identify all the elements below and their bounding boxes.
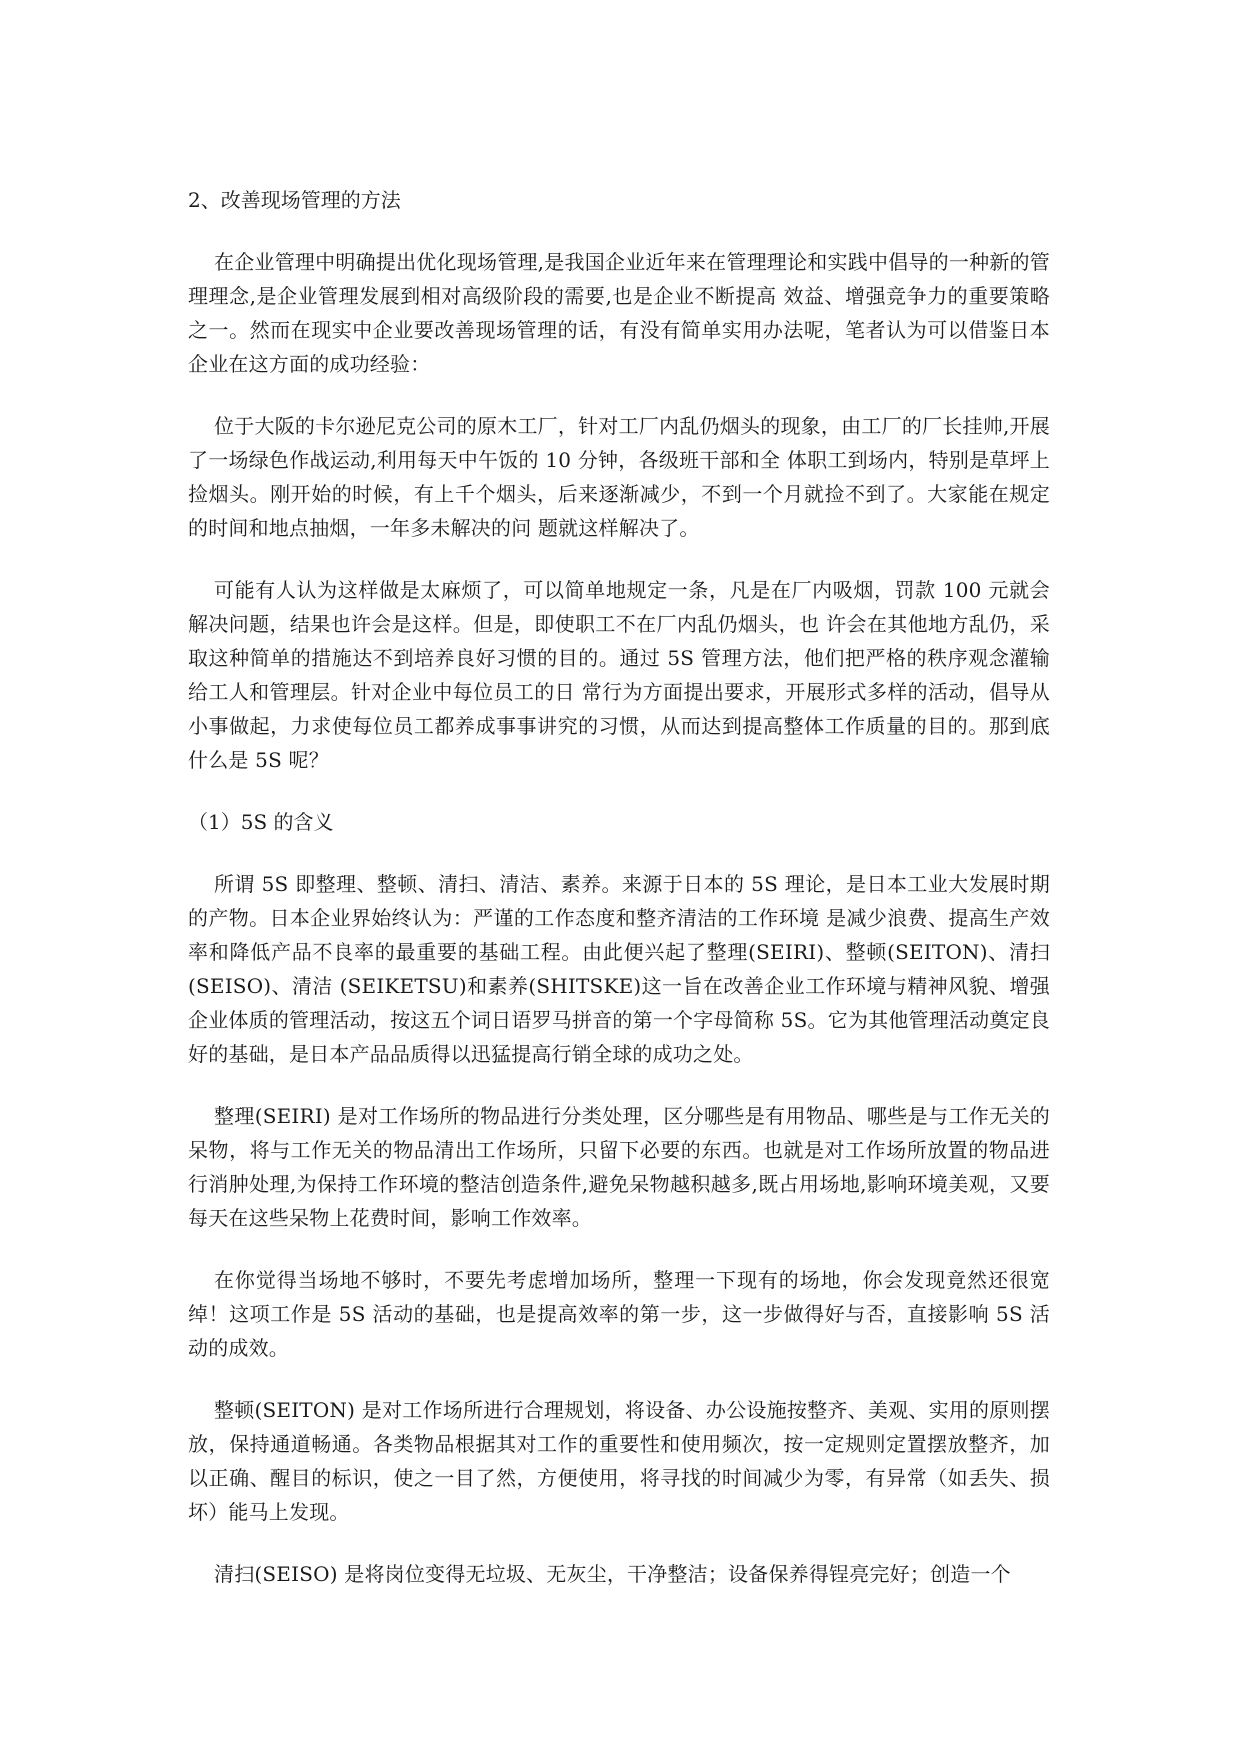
paragraph: 所谓 5S 即整理、整顿、清扫、清洁、素养。来源于日本的 5S 理论，是日本工业大发展时期的产物。日本企业界始终认为：严谨的工作态度和整齐清洁的工作环境 是减少浪费、提高生产效率和降低产品不良率的最重要的基础工程。由此便兴起了整理(SEIRI)、整顿(SEITON)、清扫(SEISO)、清洁 (SEIKETSU)和素养(SHITSKE)这一旨在改善企业工作环境与精神风貌、增强企业体质的管理活动，按这五个词日语罗马拼音的第一个字母简称 5S。它为其他管理活动奠定良好的基础，是日本产品品质得以迅猛提高行销全球的成功之处。 — [188, 872, 1050, 1066]
paragraph: 整理(SEIRI) 是对工作场所的物品进行分类处理，区分哪些是有用物品、哪些是与工作无关的呆物，将与工作无关的物品清出工作场所，只留下必要的东西。也就是对工作场所放置的物品进行消肿处理,为保持工作环境的整洁创造条件,避免呆物越积越多,既占用场地,影响环境美观，又要每天在这些呆物上花费时间，影响工作效率。 — [188, 1104, 1050, 1230]
paragraph: 在企业管理中明确提出优化现场管理,是我国企业近年来在管理理论和实践中倡导的一种新的管理理念,是企业管理发展到相对高级阶段的需要,也是企业不断提高 效益、增强竞争力的重要策略之一。然而在现实中企业要改善现场管理的话，有没有简单实用办法呢，笔者认为可以借鉴日本企业在这方面的成功经验： — [188, 250, 1050, 376]
subsection-heading: （1）5S 的含义 — [188, 810, 334, 834]
section-heading: 2、改善现场管理的方法 — [188, 188, 401, 212]
paragraph: 整顿(SEITON) 是对工作场所进行合理规划，将设备、办公设施按整齐、美观、实用的原则摆放，保持通道畅通。各类物品根据其对工作的重要性和使用频次，按一定规则定置摆放整齐，加以正确、醒目的标识，使之一目了然，方便使用，将寻找的时间减少为零，有异常（如丢失、损坏）能马上发现。 — [188, 1398, 1050, 1524]
paragraph: 位于大阪的卡尔逊尼克公司的原木工厂，针对工厂内乱仍烟头的现象，由工厂的厂长挂帅,开展了一场绿色作战运动,利用每天中午饭的 10 分钟，各级班干部和全 体职工到场内，特别是草坪上捡烟头。刚开始的时候，有上千个烟头，后来逐渐减少，不到一个月就捡不到了。大家能在规定的时间和地点抽烟，一年多未解决的问 题就这样解决了。 — [188, 414, 1051, 540]
paragraph: 清扫(SEISO) 是将岗位变得无垃圾、无灰尘，干净整洁；设备保养得锃亮完好；创造一个 — [214, 1562, 1011, 1586]
paragraph: 在你觉得当场地不够时，不要先考虑增加场所，整理一下现有的场地，你会发现竟然还很宽绰！这项工作是 5S 活动的基础，也是提高效率的第一步，这一步做得好与否，直接影响 5S 活动的成效。 — [188, 1268, 1050, 1360]
document-body — [188, 183, 1050, 1619]
paragraph: 可能有人认为这样做是太麻烦了，可以简单地规定一条，凡是在厂内吸烟，罚款 100 元就会解决问题，结果也许会是这样。但是，即使职工不在厂内乱仍烟头，也 许会在其他地方乱仍，采取这种简单的措施达不到培养良好习惯的目的。通过 5S 管理方法，他们把严格的秩序观念灌输给工人和管理层。针对企业中每位员工的日 常行为方面提出要求，开展形式多样的活动，倡导从小事做起，力求使每位员工都养成事事讲究的习惯，从而达到提高整体工作质量的目的。那到底什么是 5S 呢？ — [188, 578, 1050, 772]
